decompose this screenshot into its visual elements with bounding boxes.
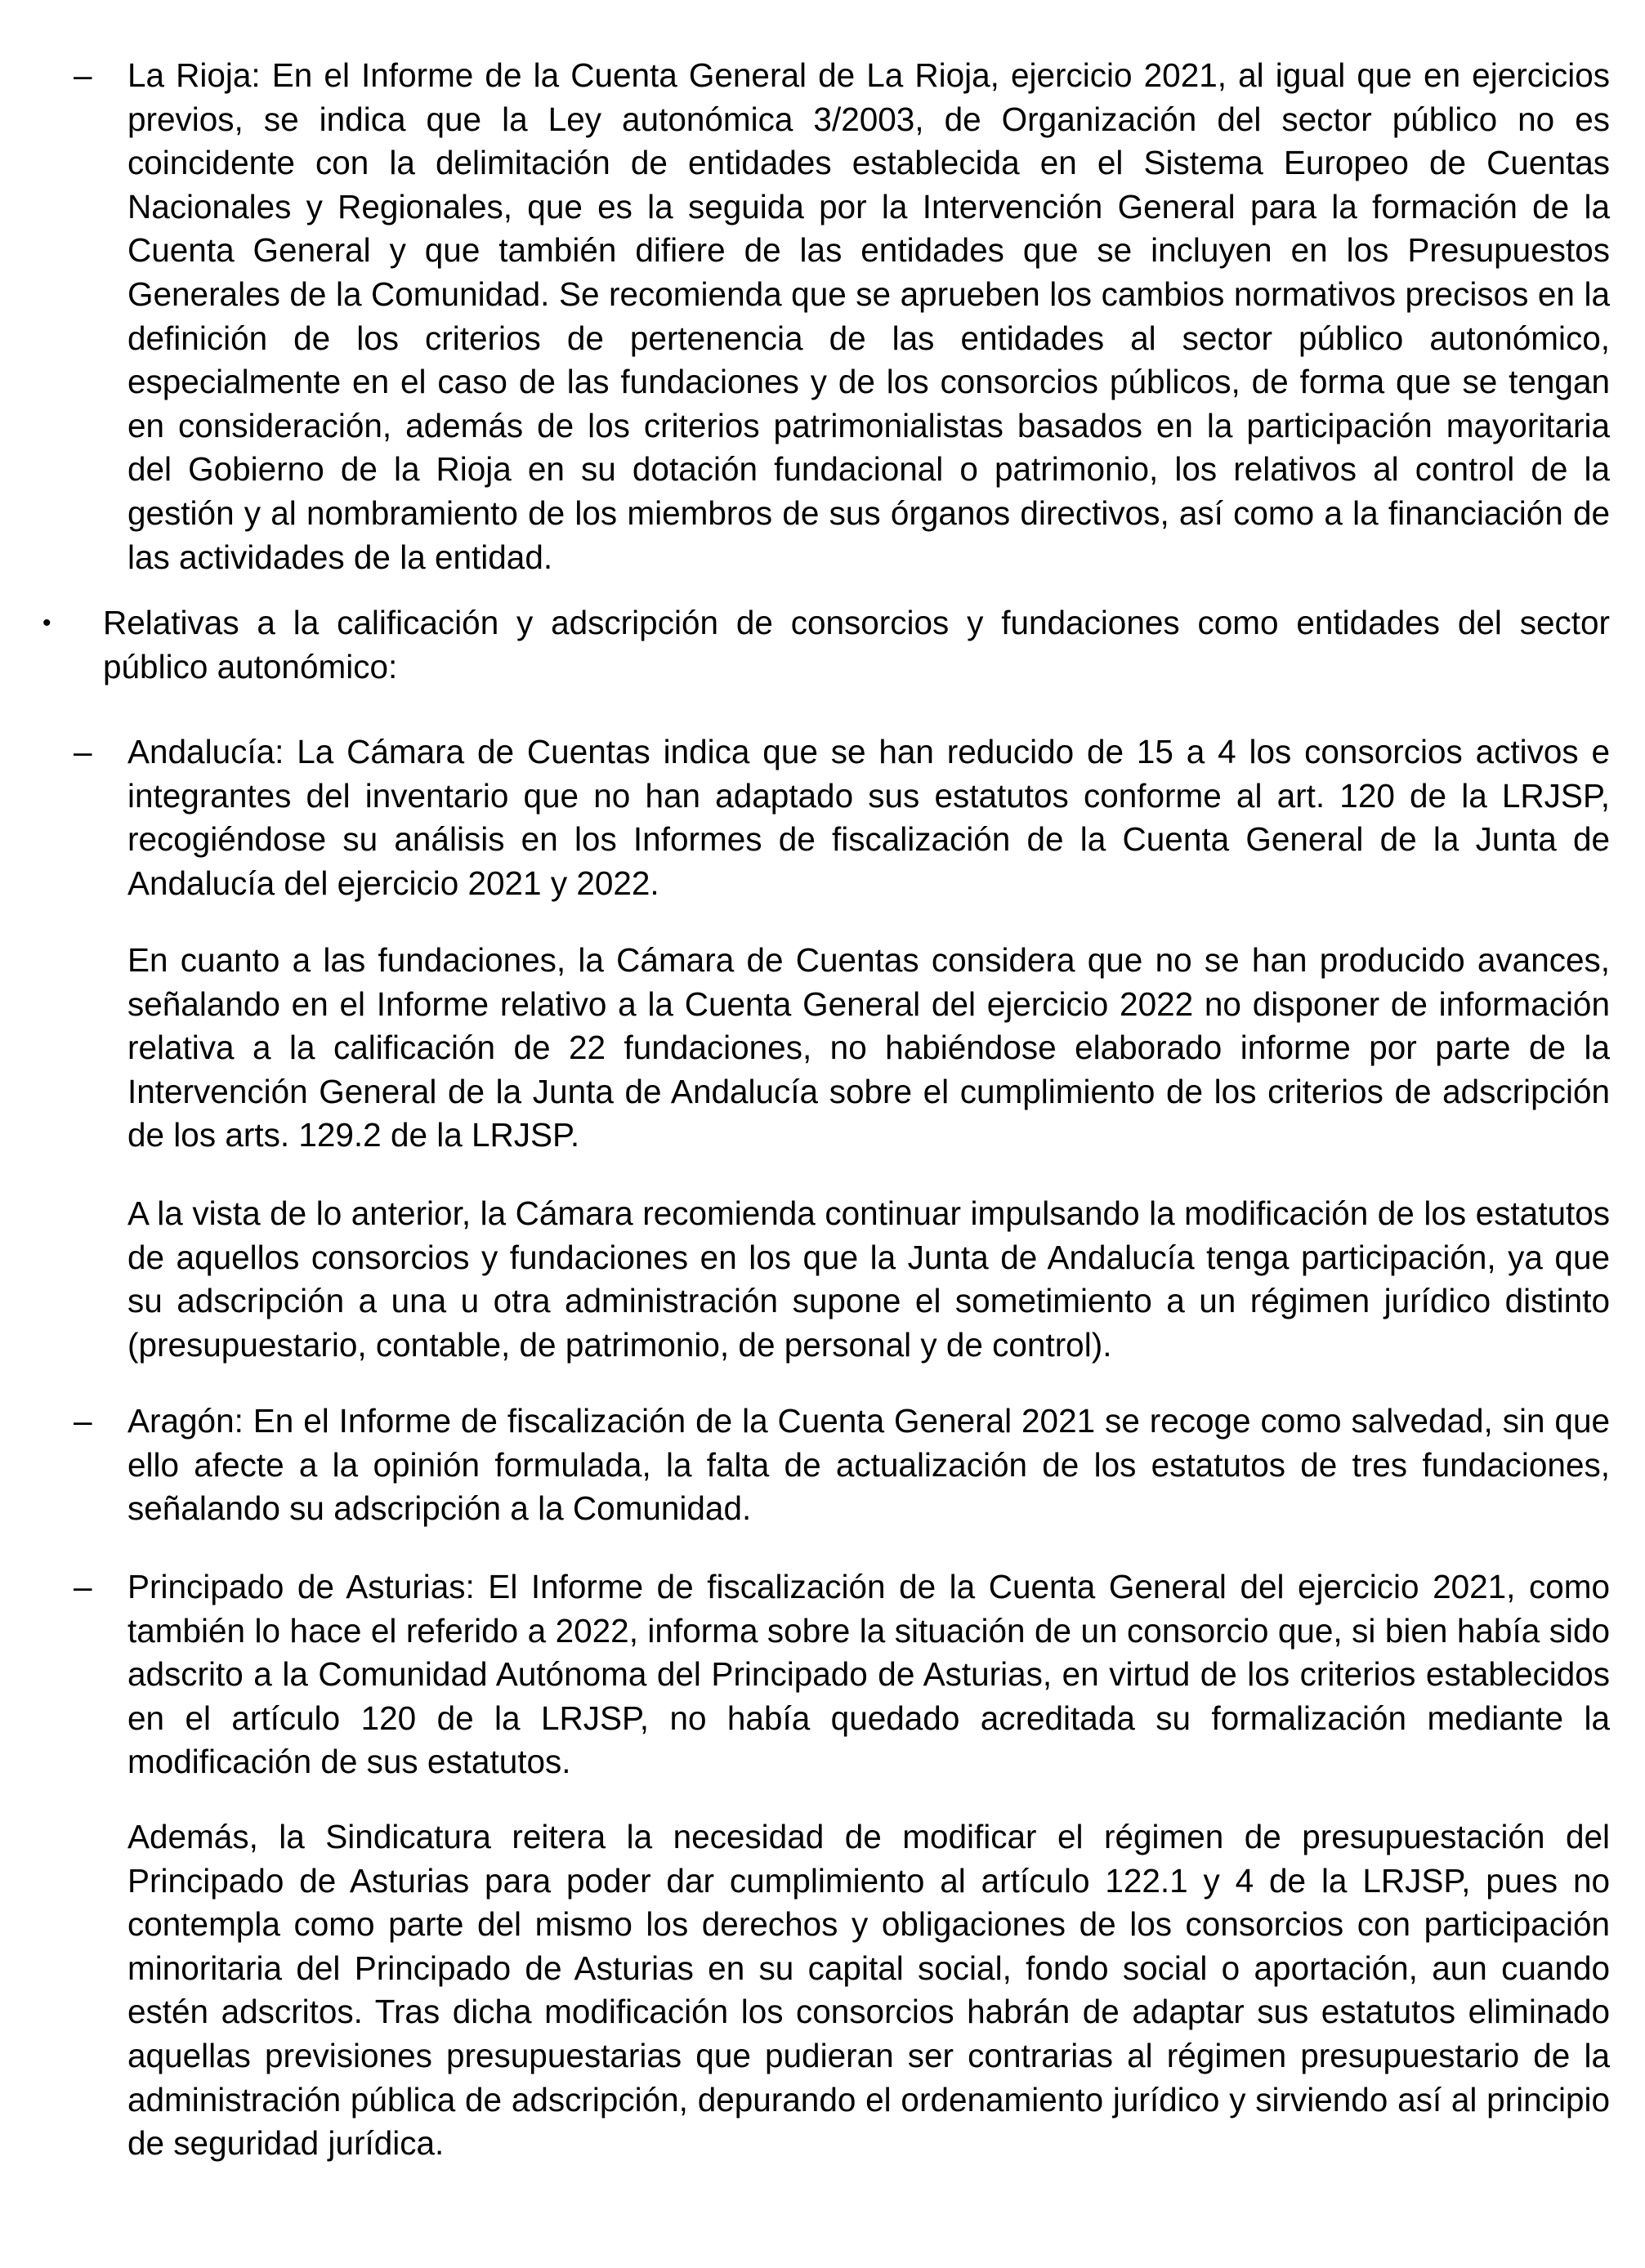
bullet-marker-relativas: • <box>42 609 51 636</box>
paragraph-relativas-heading: Relativas a la calificación y adscripción de consorcios y fundaciones como entidades del sector público autonómico: <box>103 604 1610 685</box>
paragraph-andalucia-2: En cuanto a las fundaciones, la Cámara de Cuentas considera que no se han producido avances, señalando en el Informe relativo a la Cuenta General del ejercicio 2022 no disponer de información relativa a la calificación de 22 fundaciones, no habiéndose elaborado informe por parte de la Intervención General de la Junta de Andalucía sobre el cumplimiento de los criterios de adscripción de los arts. 129.2 de la LRJSP. <box>127 941 1610 1154</box>
paragraph-andalucia-1: Andalucía: La Cámara de Cuentas indica que se han reducido de 15 a 4 los consorcios activos e integrantes del inventario que no han adaptado sus estatutos conforme al art. 120 de la LRJSP, recogiéndose su análisis en los Informes de fiscalización de la Cuenta General de la Junta de Andalucía del ejercicio 2021 y 2022. <box>127 733 1610 902</box>
paragraph-la-rioja: La Rioja: En el Informe de la Cuenta General de La Rioja, ejercicio 2021, al igual que en ejercicios previos, se indica que la Ley autonómica 3/2003, de Organización del sector público no es coincidente con la delimitación de entidades establecida en el Sistema Europeo de Cuentas Nacionales y Regionales, que es la seguida por la Intervención General para la formación de la Cuenta General y que también difiere de las entidades que se incluyen en los Presupuestos Generales de la Comunidad. Se recomienda que se aprueben los cambios normativos precisos en la definición de los criterios de pertenencia de las entidades al sector público autonómico, especialmente en el caso de las fundaciones y de los consorcios públicos, de forma que se tengan en consideración, además de los criterios patrimonialistas basados en la participación mayoritaria del Gobierno de la Rioja en su dotación fundacional o patrimonio, los relativos al control de la gestión y al nombramiento de los miembros de sus órganos directivos, así como a la financiación de las actividades de la entidad. <box>127 56 1610 576</box>
paragraph-andalucia-3: A la vista de lo anterior, la Cámara recomienda continuar impulsando la modificación de los estatutos de aquellos consorcios y fundaciones en los que la Junta de Andalucía tenga participación, ya que su adscripción a una u otra administración supone el sometimiento a un régimen jurídico distinto (presupuestario, contable, de patrimonio, de personal y de control). <box>127 1194 1610 1364</box>
paragraph-asturias-1: Principado de Asturias: El Informe de fiscalización de la Cuenta General del ejercicio 2021, como también lo hace el referido a 2022, informa sobre la situación de un consorcio que, si bien había sido adscrito a la Comunidad Autónoma del Principado de Asturias, en virtud de los criterios establecidos en el artículo 120 de la LRJSP, no había quedado acreditada su formalización mediante la modificación de sus estatutos. <box>127 1568 1610 1781</box>
dash-marker-asturias: – <box>74 1568 92 1605</box>
dash-marker-aragon: – <box>74 1402 92 1440</box>
paragraph-asturias-2: Además, la Sindicatura reitera la necesidad de modificar el régimen de presupuestación del Principado de Asturias para poder dar cumplimiento al artículo 122.1 y 4 de la LRJSP, pues no contempla como parte del mismo los derechos y obligaciones de los consorcios con participación minoritaria del Principado de Asturias en su capital social, fondo social o aportación, aun cuando estén adscritos. Tras dicha modificación los consorcios habrán de adaptar sus estatutos eliminado aquellas previsiones presupuestarias que pudieran ser contrarias al régimen presupuestario de la administración pública de adscripción, depurando el ordenamiento jurídico y sirviendo así al principio de seguridad jurídica. <box>127 1818 1610 2163</box>
paragraph-aragon: Aragón: En el Informe de fiscalización de la Cuenta General 2021 se recoge como salvedad, sin que ello afecte a la opinión formulada, la falta de actualización de los estatutos de tres fundaciones, señalando su adscripción a la Comunidad. <box>127 1402 1610 1528</box>
dash-marker-la-rioja: – <box>74 56 92 94</box>
dash-marker-andalucia: – <box>74 733 92 770</box>
